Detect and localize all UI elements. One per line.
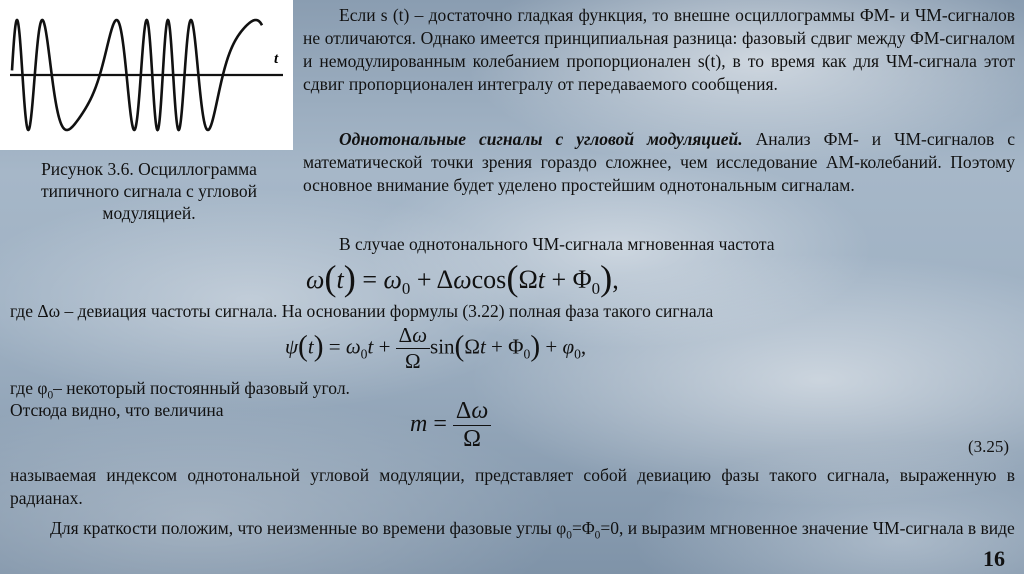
fraction-delta-omega-over-omega: $\frac{\Delta\omega}{\Omega}$ (396, 323, 430, 374)
paragraph-brevity (10, 517, 1015, 548)
figure-caption: Рисунок 3.6. Осциллограмма типичного сигнала с угловой модуляцией. (41, 159, 257, 223)
paragraph-modulation-index: называемая индексом однотональной угловой модуляции, представляет собой девиацию фазы такого сигнала, выраженную в радианах. (10, 465, 1015, 508)
oscillogram-plot (0, 0, 293, 150)
brevity-text-2: =Φ (571, 518, 595, 538)
section-heading: Однотональные сигналы с угловой модуляцией. (339, 129, 743, 149)
paragraph-single-tone-text: Анализ ФМ- и ЧМ-сигналов с математической точки зрения гораздо сложнее, чем исследование АМ-колебаний. Поэтому основное внимание будет уделено простейшим однотональным сигналам. (303, 129, 1015, 195)
brevity-sub-1: 0 (566, 529, 572, 542)
formula-modulation-index: m = $\frac{\Delta\omega}{\Omega}$ (410, 398, 491, 453)
brevity-sub-2: 0 (594, 529, 601, 542)
paragraph-instant-frequency: В случае однотонального ЧМ-сигнала мгновенная частота (339, 234, 775, 254)
page-number: 16 (983, 546, 1005, 571)
formula-instant-frequency: $\omega(t) = \omega_0 + \Delta\omega\cos(\Omega t + \Phi_0)$, (306, 258, 619, 299)
paragraph-fm-pm-comparison: Если s (t) – достаточно гладкая функция, то внешне осциллограммы ФМ- и ЧМ-сигналов не отличаются. Однако имеется принципиальная разница: фазовый сдвиг между ФМ-сигналом и немодулированным колебанием пропорционален s(t), в то время как для ЧМ-сигнала этот сдвиг пропорционален интегралу от передаваемого сообщения. (303, 5, 1015, 94)
fraction-modulation-index: $\frac{\Delta\omega}{\Omega}$ (453, 398, 491, 453)
paragraph-single-tone (303, 128, 1015, 197)
brevity-text-1: Для краткости положим, что неизменные во времени фазовые углы φ (50, 518, 567, 538)
brevity-text-3: =0, и выразим мгновенное значение ЧМ-сигнала в виде (600, 518, 1015, 538)
phi-subscript: 0 (47, 389, 54, 402)
phase-angle-text: – некоторый постоянный фазовый угол. (53, 378, 350, 398)
time-axis-label: t (274, 51, 279, 67)
formula-full-phase: $\psi(t) = \omega_0t$ + $\frac{\Delta\omega}{\Omega}$ $\sin(\Omega t + \Phi_0) + \varphi_0$, (285, 323, 587, 373)
phi-symbol: где φ (10, 378, 48, 398)
equation-number: (3.25) (968, 437, 1010, 456)
paragraph-deviation: где Δω – девиация частоты сигнала. На основании формулы (3.22) полная фаза такого сигнала (10, 301, 714, 321)
paragraph-quantity: Отсюда видно, что величина (10, 400, 224, 420)
oscillogram-figure (0, 0, 293, 150)
